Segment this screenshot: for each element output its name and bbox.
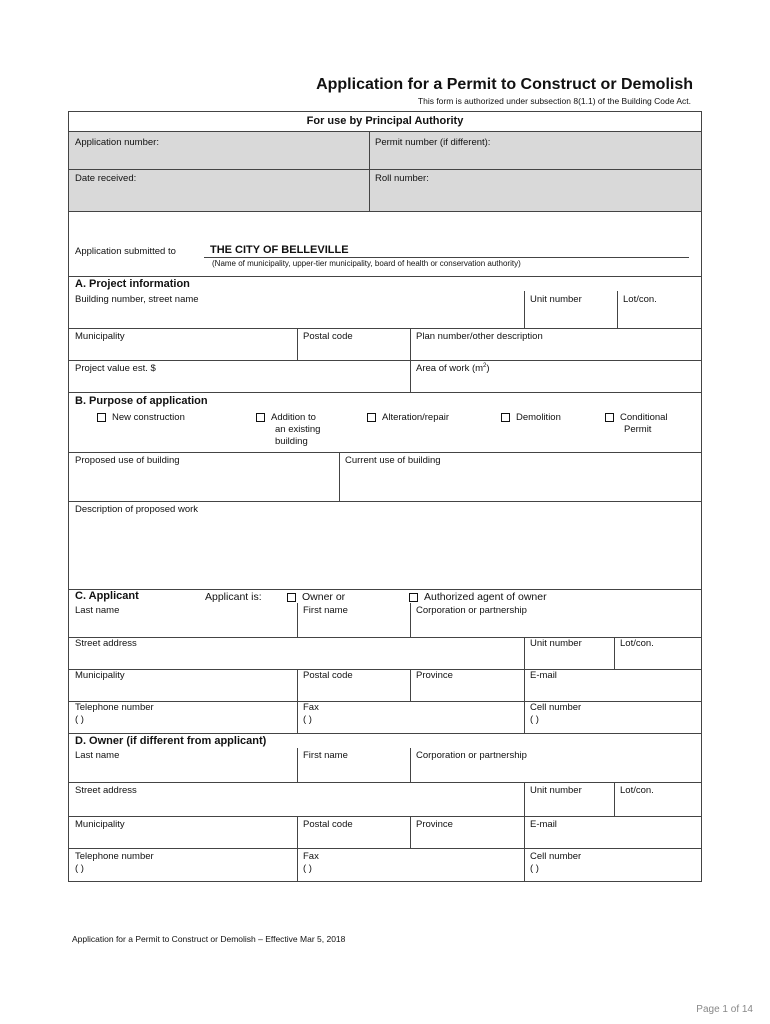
municipality-field[interactable]: Municipality [75, 331, 125, 342]
checkbox-icon[interactable] [256, 413, 265, 422]
applicant-corporation-field[interactable]: Corporation or partnership [416, 605, 527, 616]
checkbox-icon[interactable] [287, 593, 296, 602]
checkbox-icon[interactable] [367, 413, 376, 422]
area-of-work-label: Area of work (m [416, 363, 484, 375]
owner-lot-field[interactable]: Lot/con. [620, 785, 654, 796]
owner-fax-field[interactable] [297, 848, 410, 878]
option-label: Owner or [302, 591, 346, 603]
applicant-cell-field[interactable] [524, 699, 701, 729]
option-label: an existing [275, 424, 321, 435]
area-code-parens: ( ) [75, 714, 84, 725]
option-label: Conditional [620, 412, 668, 423]
form-subtitle: This form is authorized under subsection 8(1.1) of the Building Code Act. [417, 96, 691, 106]
building-number-field[interactable]: Building number, street name [75, 294, 199, 305]
option-label: Permit [624, 424, 652, 435]
area-of-work-field[interactable] [410, 360, 701, 377]
applicant-street-field[interactable]: Street address [75, 638, 137, 649]
postal-code-field[interactable]: Postal code [303, 331, 353, 342]
owner-telephone-field[interactable] [69, 848, 297, 878]
applicant-is-label: Applicant is: [205, 591, 262, 603]
section-d-title: D. Owner (if different from applicant) [75, 735, 267, 747]
fax-label: Fax [303, 702, 319, 713]
applicant-email-field[interactable]: E-mail [530, 670, 557, 681]
unit-number-field[interactable]: Unit number [530, 294, 582, 305]
plan-number-field[interactable]: Plan number/other description [416, 331, 543, 342]
application-number-field[interactable]: Application number: [75, 137, 159, 148]
area-code-parens: ( ) [530, 714, 539, 725]
conditional-permit-option[interactable] [605, 412, 668, 436]
area-of-work-close: ) [486, 363, 490, 375]
description-field[interactable]: Description of proposed work [75, 504, 199, 515]
lot-con-field[interactable]: Lot/con. [623, 294, 657, 305]
permit-form [68, 111, 702, 882]
telephone-label: Telephone number [75, 702, 154, 713]
proposed-use-field[interactable]: Proposed use of building [75, 455, 180, 466]
submitted-to-label: Application submitted to [75, 246, 176, 257]
area-code-parens: ( ) [530, 863, 539, 874]
date-received-field[interactable]: Date received: [75, 173, 137, 184]
applicant-last-name-field[interactable]: Last name [75, 605, 120, 616]
area-code-parens: ( ) [75, 863, 84, 874]
cell-label: Cell number [530, 851, 582, 862]
section-c-title: C. Applicant [75, 590, 139, 602]
section-a-title: A. Project information [75, 278, 190, 290]
authority-heading: For use by Principal Authority [306, 115, 464, 127]
footer-text: Application for a Permit to Construct or Demolish – Effective Mar 5, 2018 [72, 934, 346, 944]
cell-label: Cell number [530, 702, 582, 713]
checkbox-icon[interactable] [409, 593, 418, 602]
area-code-parens: ( ) [303, 714, 312, 725]
option-label: building [275, 436, 308, 447]
owner-cell-field[interactable] [524, 848, 701, 878]
owner-postal-field[interactable]: Postal code [303, 819, 353, 830]
option-label: Addition to [271, 412, 316, 423]
new-construction-option[interactable] [97, 412, 185, 424]
telephone-label: Telephone number [75, 851, 154, 862]
applicant-fax-field[interactable] [297, 699, 410, 729]
option-label: Demolition [516, 412, 561, 423]
project-value-field[interactable]: Project value est. $ [75, 363, 156, 374]
permit-number-field[interactable]: Permit number (if different): [375, 137, 491, 148]
current-use-field[interactable]: Current use of building [345, 455, 441, 466]
owner-province-field[interactable]: Province [416, 819, 453, 830]
applicant-telephone-field[interactable] [69, 699, 297, 729]
applicant-postal-field[interactable]: Postal code [303, 670, 353, 681]
applicant-first-name-field[interactable]: First name [303, 605, 348, 616]
owner-municipality-field[interactable]: Municipality [75, 819, 125, 830]
fax-label: Fax [303, 851, 319, 862]
owner-first-name-field[interactable]: First name [303, 750, 348, 761]
area-code-parens: ( ) [303, 863, 312, 874]
applicant-municipality-field[interactable]: Municipality [75, 670, 125, 681]
applicant-province-field[interactable]: Province [416, 670, 453, 681]
page-number: Page 1 of 14 [696, 1004, 753, 1015]
option-label: Authorized agent of owner [424, 591, 547, 603]
addition-option[interactable] [256, 412, 320, 448]
municipality-name-field[interactable]: THE CITY OF BELLEVILLE [204, 241, 689, 258]
option-label: Alteration/repair [382, 412, 450, 423]
owner-email-field[interactable]: E-mail [530, 819, 557, 830]
municipality-note: (Name of municipality, upper-tier municipality, board of health or conservation authority) [212, 259, 521, 268]
option-label: New construction [112, 412, 185, 423]
owner-corporation-field[interactable]: Corporation or partnership [416, 750, 527, 761]
area-unit-superscript: 2 [483, 363, 487, 369]
owner-street-field[interactable]: Street address [75, 785, 137, 796]
alteration-option[interactable] [367, 412, 449, 424]
owner-last-name-field[interactable]: Last name [75, 750, 120, 761]
applicant-unit-field[interactable]: Unit number [530, 638, 582, 649]
checkbox-icon[interactable] [501, 413, 510, 422]
checkbox-icon[interactable] [97, 413, 106, 422]
checkbox-icon[interactable] [605, 413, 614, 422]
form-title: Application for a Permit to Construct or Demolish [316, 76, 693, 93]
owner-unit-field[interactable]: Unit number [530, 785, 582, 796]
roll-number-field[interactable]: Roll number: [375, 173, 429, 184]
applicant-lot-field[interactable]: Lot/con. [620, 638, 654, 649]
demolition-option[interactable] [501, 412, 561, 424]
section-b-title: B. Purpose of application [75, 395, 208, 407]
